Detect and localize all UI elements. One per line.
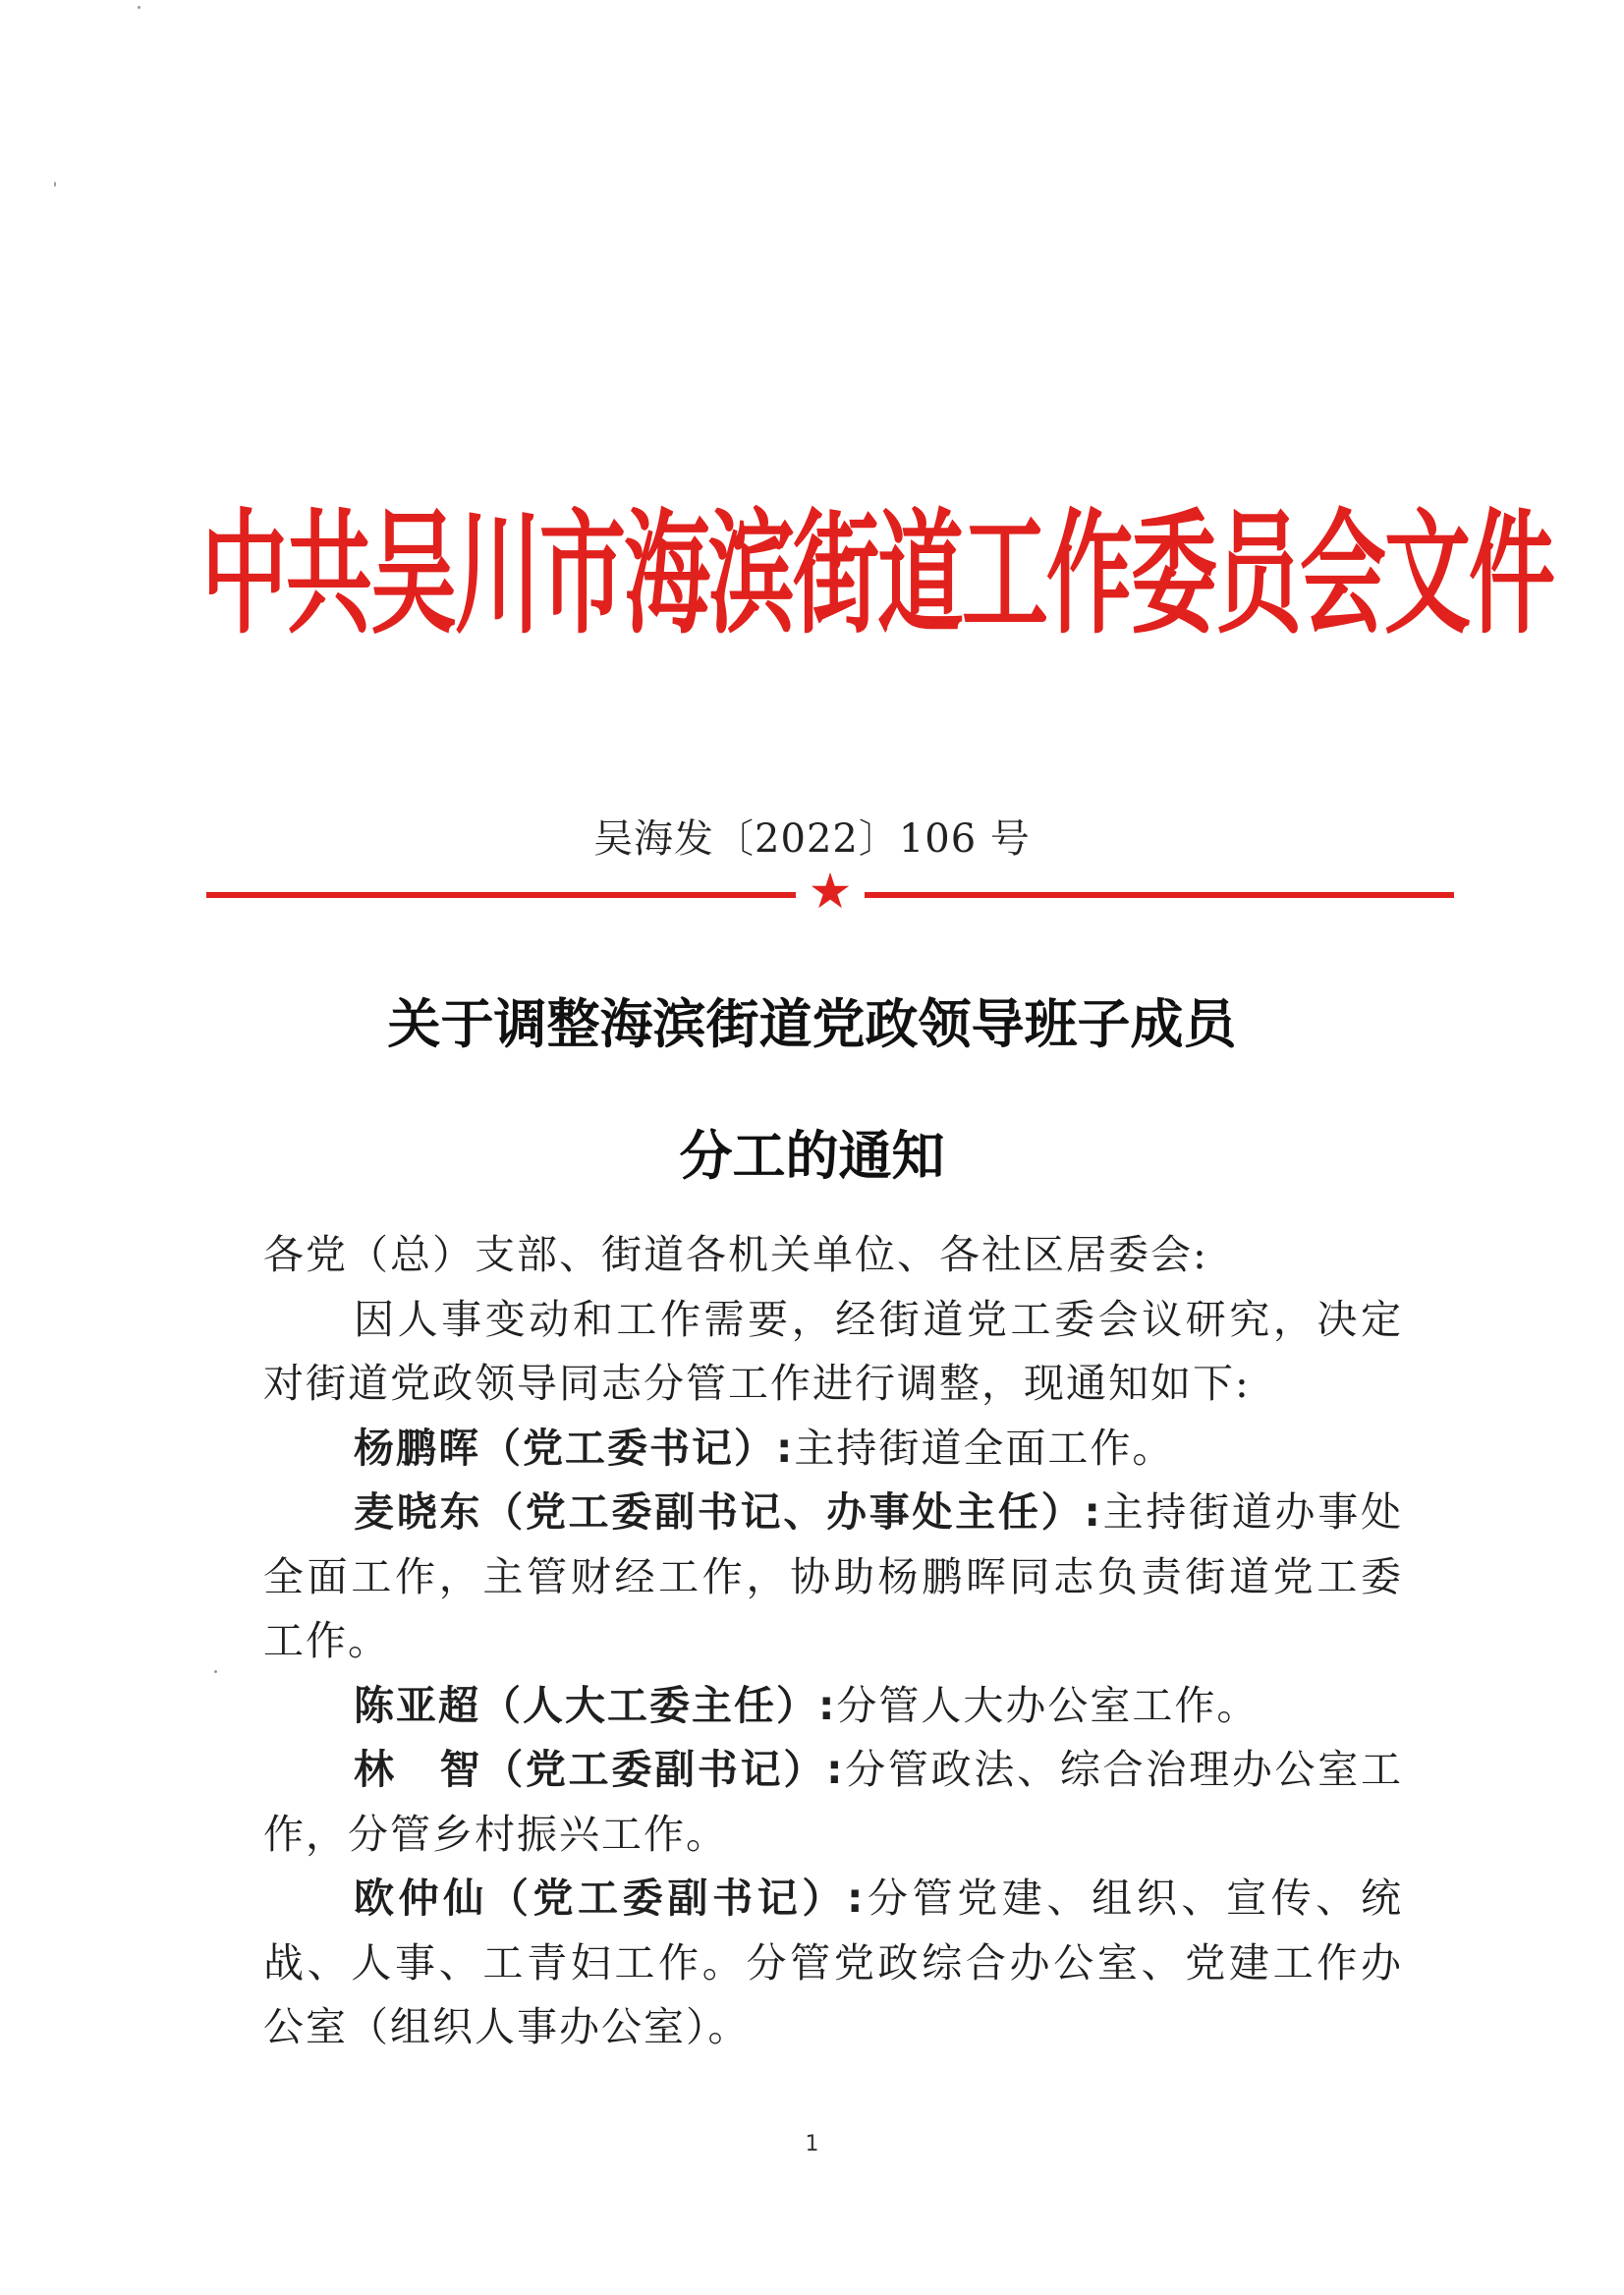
leader-name: 麦晓东（党工委副书记、办事处主任）: [354,1488,1102,1536]
leader-name: 林 智（党工委副书记）: [354,1746,845,1793]
leader-duty: 主持街道办事处全面工作，主管财经工作，协助杨鹏晖同志负责街道党工委工作。 [263,1488,1403,1664]
assignment-paragraph [263,1738,1403,1867]
leader-duty: 分管政法、综合治理办公室工作，分管乡村振兴工作。 [263,1746,1403,1858]
salutation: 各党（总）支部、街道各机关单位、各社区居委会: [263,1231,1208,1278]
assignment-paragraph [263,1674,1403,1739]
leader-duty: 主持街道全面工作。 [794,1424,1175,1472]
document-masthead: 中共吴川市海滨街道工作委员会文件 [201,495,1554,653]
leader-duty: 分管人大办公室工作。 [836,1681,1260,1729]
divider-line-left [206,892,796,898]
assignment-paragraph [263,1481,1403,1674]
notice-title-line-2: 分工的通知 [679,1125,945,1187]
leader-name: 陈亚超（人大工委主任）: [354,1681,837,1729]
assignment-paragraph [263,1867,1403,2060]
scan-speck [54,182,56,187]
star-icon: ★ [808,863,853,920]
document-number: 吴海发〔2022〕106 号 [593,816,1031,862]
intro-paragraph: 因人事变动和工作需要，经街道党工委会议研究，决定对街道党政领导同志分管工作进行调整，现通知如下: [263,1295,1403,1407]
assignment-paragraph [263,1417,1403,1482]
scan-speck [138,6,140,9]
leader-duty: 分管党建、组织、宣传、统战、人事、工青妇工作。分管党政综合办公室、党建工作办公室（组织人事办公室）。 [263,1875,1403,2050]
leader-name: 欧仲仙（党工委副书记）: [354,1875,866,1922]
notice-title-line-1: 关于调整海滨街道党政领导班子成员 [387,993,1237,1055]
leader-name: 杨鹏晖（党工委书记）: [354,1424,795,1472]
scan-speck [214,1670,217,1673]
divider-line-right [865,892,1454,898]
notice-body [263,1223,1403,2060]
page-number: 1 [805,2132,819,2156]
